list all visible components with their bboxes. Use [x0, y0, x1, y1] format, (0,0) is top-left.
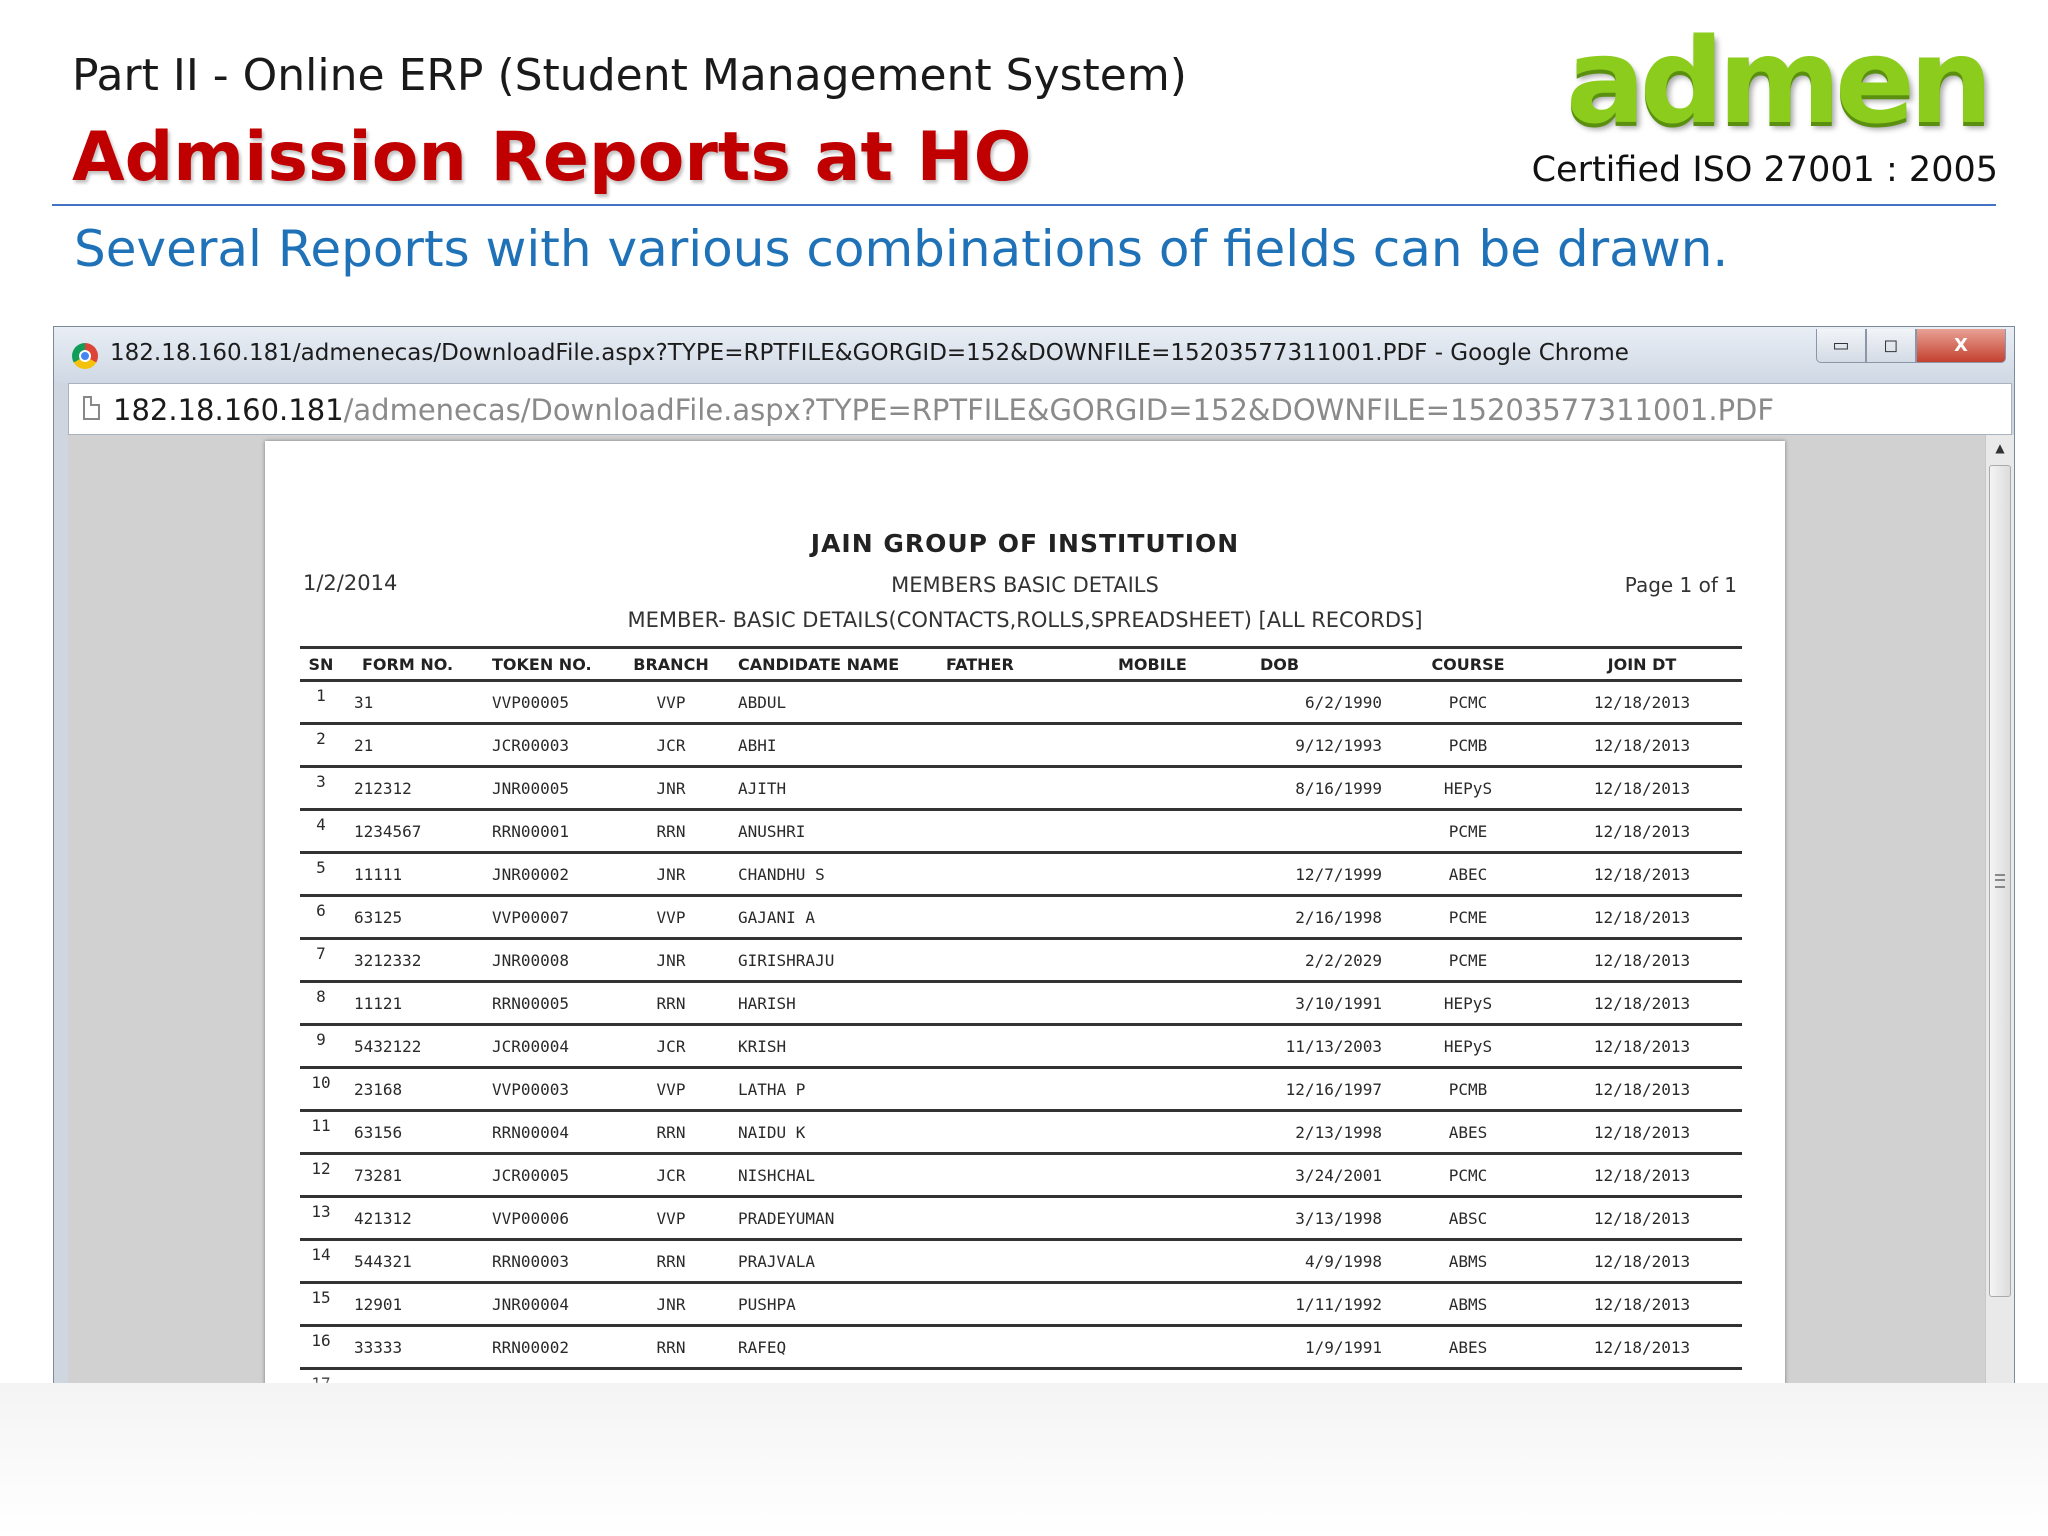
cell-father [932, 1154, 1104, 1197]
cell-dob [1260, 810, 1394, 853]
cell-father [932, 1240, 1104, 1283]
col-header-mobile: MOBILE [1118, 654, 1187, 674]
cell-dob: 2/2/2029 [1260, 939, 1394, 982]
cell-join-dt: 12/18/2013 [1542, 896, 1742, 939]
cell-token-no: RRN00003 [492, 1240, 614, 1283]
report-subtitle: MEMBERS BASIC DETAILS [891, 573, 1159, 597]
cell-course: PCME [1394, 810, 1542, 853]
cell-branch: VVP [614, 681, 728, 724]
cell-mobile [1104, 724, 1260, 767]
cell-form-no: 421312 [342, 1197, 492, 1240]
cell-branch: JNR [614, 853, 728, 896]
cell-course: HEPyS [1394, 767, 1542, 810]
cell-sn: 7 [300, 939, 342, 982]
cell-branch: RRN [614, 982, 728, 1025]
table-row [300, 1326, 1742, 1369]
cell-branch: RRN [614, 1326, 728, 1369]
table-row [300, 896, 1742, 939]
cell-join-dt: 12/18/2013 [1542, 767, 1742, 810]
cell-form-no: 1234567 [342, 810, 492, 853]
slide-title: Admission Reports at HO [72, 118, 1032, 197]
window-titlebar[interactable] [54, 327, 2014, 383]
col-header-sn: SN [308, 654, 334, 674]
cell-father [932, 1283, 1104, 1326]
cell-dob: 1/11/1992 [1260, 1283, 1394, 1326]
cell-form-no: 31 [342, 681, 492, 724]
page-icon [83, 396, 100, 420]
url-text[interactable] [113, 393, 1774, 427]
cell-dob: 9/12/1993 [1260, 724, 1394, 767]
cell-father [932, 939, 1104, 982]
cell-sn: 3 [300, 767, 342, 810]
cell-token-no: JNR00004 [492, 1283, 614, 1326]
cell-dob: 8/16/1999 [1260, 767, 1394, 810]
cell-token-no: JCR00005 [492, 1154, 614, 1197]
cell-father [932, 896, 1104, 939]
table-row [300, 982, 1742, 1025]
cell-father [932, 1326, 1104, 1369]
cell-dob: 12/16/1997 [1260, 1068, 1394, 1111]
cell-course: ABMS [1394, 1240, 1542, 1283]
cell-form-no: 33333 [342, 1326, 492, 1369]
cell-form-no: 212312 [342, 767, 492, 810]
table-row [300, 1283, 1742, 1326]
cell-token-no: RRN00002 [492, 1326, 614, 1369]
cell-sn: 1 [300, 681, 342, 724]
minimize-button[interactable]: ▭ [1816, 329, 1866, 363]
cell-candidate-name: PUSHPA [728, 1283, 932, 1326]
browser-window [53, 326, 2015, 1384]
cell-join-dt: 12/18/2013 [1542, 681, 1742, 724]
cell-candidate-name: PRAJVALA [728, 1240, 932, 1283]
address-bar[interactable] [68, 383, 2012, 435]
table-header-row [300, 648, 1742, 681]
cell-token-no: RRN00004 [492, 1111, 614, 1154]
cell-token-no: RRN00001 [492, 810, 614, 853]
cell-father [932, 724, 1104, 767]
cell-course: ABES [1394, 1326, 1542, 1369]
cell-token-no: VVP00006 [492, 1197, 614, 1240]
iso-certification: Certified ISO 27001 : 2005 [1531, 150, 1998, 190]
cell-mobile [1104, 1240, 1260, 1283]
table-row [300, 853, 1742, 896]
cell-sn: 2 [300, 724, 342, 767]
cell-mobile [1104, 853, 1260, 896]
cell-dob: 4/9/1998 [1260, 1240, 1394, 1283]
cell-join-dt: 12/18/2013 [1542, 724, 1742, 767]
cell-branch: JNR [614, 1283, 728, 1326]
cell-sn: 5 [300, 853, 342, 896]
cell-candidate-name: NAIDU K [728, 1111, 932, 1154]
cell-father [932, 810, 1104, 853]
cell-dob: 3/13/1998 [1260, 1197, 1394, 1240]
cell-candidate-name: RAFEQ [728, 1326, 932, 1369]
cell-branch: JNR [614, 767, 728, 810]
cell-token-no: RRN00005 [492, 982, 614, 1025]
scrollbar-thumb[interactable] [1989, 465, 2011, 1297]
cell-dob: 2/13/1998 [1260, 1111, 1394, 1154]
cell-form-no: 12901 [342, 1283, 492, 1326]
cell-form-no: 544321 [342, 1240, 492, 1283]
cell-course: ABSC [1394, 1197, 1542, 1240]
cell-join-dt: 12/18/2013 [1542, 1283, 1742, 1326]
vertical-scrollbar[interactable] [1985, 435, 2014, 1383]
url-path: /admenecas/DownloadFile.aspx?TYPE=RPTFILE&GORGID=152&DOWNFILE=15203577311001.PDF [343, 393, 1775, 427]
cell-course: PCMC [1394, 1154, 1542, 1197]
cell-candidate-name: AJITH [728, 767, 932, 810]
cell-token-no: JNR00002 [492, 853, 614, 896]
cell-form-no: 21 [342, 724, 492, 767]
admen-logo [1566, 12, 2006, 150]
cell-course: PCMC [1394, 681, 1542, 724]
cell-dob: 3/24/2001 [1260, 1154, 1394, 1197]
cell-form-no: 11121 [342, 982, 492, 1025]
cell-join-dt: 12/18/2013 [1542, 1154, 1742, 1197]
cell-candidate-name: GAJANI A [728, 896, 932, 939]
cell-token-no: VVP00007 [492, 896, 614, 939]
cell-branch: JCR [614, 724, 728, 767]
cell-branch: JNR [614, 939, 728, 982]
chrome-icon [72, 343, 98, 369]
table-row [300, 939, 1742, 982]
cell-candidate-name: HARISH [728, 982, 932, 1025]
cell-course: PCME [1394, 896, 1542, 939]
table-row [300, 1197, 1742, 1240]
cell-father [932, 1111, 1104, 1154]
cell-mobile [1104, 1283, 1260, 1326]
cell-candidate-name: NISHCHAL [728, 1154, 932, 1197]
cell-dob: 1/9/1991 [1260, 1326, 1394, 1369]
cell-branch: JCR [614, 1154, 728, 1197]
cell-course: HEPyS [1394, 1025, 1542, 1068]
cell-dob: 3/10/1991 [1260, 982, 1394, 1025]
cell-form-no: 63125 [342, 896, 492, 939]
report-date: 1/2/2014 [303, 571, 398, 595]
col-header-course: COURSE [1431, 654, 1505, 674]
col-header-branch: BRANCH [633, 654, 709, 674]
cell-mobile [1104, 1111, 1260, 1154]
report-institution: JAIN GROUP OF INSTITUTION [810, 529, 1240, 558]
report-page-number: Page 1 of 1 [1624, 573, 1737, 597]
cell-father [932, 1025, 1104, 1068]
window-controls [1816, 329, 2006, 363]
cell-branch: RRN [614, 1111, 728, 1154]
cell-form-no: 3212332 [342, 939, 492, 982]
cell-father [932, 681, 1104, 724]
col-header-form-no: FORM NO. [362, 654, 454, 674]
cell-join-dt: 12/18/2013 [1542, 1326, 1742, 1369]
maximize-button[interactable]: ◻ [1866, 329, 1916, 363]
cell-mobile [1104, 1068, 1260, 1111]
cell-join-dt: 12/18/2013 [1542, 810, 1742, 853]
table-row [300, 1068, 1742, 1111]
cell-sn: 10 [300, 1068, 342, 1111]
cell-branch: VVP [614, 1197, 728, 1240]
table-row [300, 724, 1742, 767]
table-row [300, 1240, 1742, 1283]
cell-sn: 12 [300, 1154, 342, 1197]
cell-candidate-name: ABHI [728, 724, 932, 767]
cell-sn: 4 [300, 810, 342, 853]
cell-mobile [1104, 939, 1260, 982]
window-title: 182.18.160.181/admenecas/DownloadFile.aspx?TYPE=RPTFILE&GORGID=152&DOWNFILE=15203577311001.PDF - Google Chrome [110, 340, 1629, 366]
cell-join-dt: 12/18/2013 [1542, 1240, 1742, 1283]
cell-sn: 9 [300, 1025, 342, 1068]
cell-father [932, 853, 1104, 896]
cell-father [932, 1197, 1104, 1240]
cell-branch: RRN [614, 1240, 728, 1283]
col-header-dob: DOB [1260, 654, 1300, 674]
table-row [300, 1025, 1742, 1068]
cell-mobile [1104, 1154, 1260, 1197]
cell-father [932, 1068, 1104, 1111]
report-subtitle-2: MEMBER- BASIC DETAILS(CONTACTS,ROLLS,SPREADSHEET) [ALL RECORDS] [627, 608, 1423, 632]
url-host: 182.18.160.181 [113, 393, 344, 427]
cell-candidate-name: PRADEYUMAN [728, 1197, 932, 1240]
cell-join-dt: 12/18/2013 [1542, 1025, 1742, 1068]
cell-branch: JCR [614, 1025, 728, 1068]
cell-form-no: 73281 [342, 1154, 492, 1197]
cell-form-no: 23168 [342, 1068, 492, 1111]
cell-mobile [1104, 1197, 1260, 1240]
cell-father [932, 767, 1104, 810]
close-button[interactable]: X [1916, 329, 2006, 363]
pdf-page [265, 441, 1785, 1391]
table-row [300, 1154, 1742, 1197]
cell-candidate-name: ANUSHRI [728, 810, 932, 853]
cell-sn: 14 [300, 1240, 342, 1283]
cell-course: PCMB [1394, 724, 1542, 767]
pdf-viewer [68, 435, 2014, 1383]
cell-mobile [1104, 810, 1260, 853]
cell-sn: 13 [300, 1197, 342, 1240]
cell-mobile [1104, 1326, 1260, 1369]
cell-course: PCMB [1394, 1068, 1542, 1111]
cell-branch: VVP [614, 896, 728, 939]
cell-dob: 6/2/1990 [1260, 681, 1394, 724]
slide-subtitle: Part II - Online ERP (Student Management System) [72, 50, 1187, 101]
cell-sn: 16 [300, 1326, 342, 1369]
cell-mobile [1104, 982, 1260, 1025]
cell-course: ABMS [1394, 1283, 1542, 1326]
cell-course: ABES [1394, 1111, 1542, 1154]
cell-candidate-name: KRISH [728, 1025, 932, 1068]
cell-mobile [1104, 896, 1260, 939]
cell-form-no: 63156 [342, 1111, 492, 1154]
cell-candidate-name: GIRISHRAJU [728, 939, 932, 982]
cell-join-dt: 12/18/2013 [1542, 939, 1742, 982]
cell-course: ABEC [1394, 853, 1542, 896]
col-header-candidate-name: CANDIDATE NAME [738, 654, 900, 674]
cell-candidate-name: LATHA P [728, 1068, 932, 1111]
cell-mobile [1104, 1025, 1260, 1068]
cell-mobile [1104, 767, 1260, 810]
table-row [300, 767, 1742, 810]
cell-form-no: 5432122 [342, 1025, 492, 1068]
cell-father [932, 982, 1104, 1025]
cell-join-dt: 12/18/2013 [1542, 853, 1742, 896]
cell-token-no: JNR00008 [492, 939, 614, 982]
cell-join-dt: 12/18/2013 [1542, 1197, 1742, 1240]
report-table-body [300, 681, 1742, 1455]
cell-token-no: JCR00004 [492, 1025, 614, 1068]
cell-join-dt: 12/18/2013 [1542, 1111, 1742, 1154]
cell-dob: 2/16/1998 [1260, 896, 1394, 939]
grip-icon [1995, 874, 2005, 888]
cell-token-no: JCR00003 [492, 724, 614, 767]
cell-branch: RRN [614, 810, 728, 853]
cell-mobile [1104, 681, 1260, 724]
cell-dob: 11/13/2003 [1260, 1025, 1394, 1068]
col-header-token-no: TOKEN NO. [492, 654, 592, 674]
cell-sn: 8 [300, 982, 342, 1025]
cell-join-dt: 12/18/2013 [1542, 982, 1742, 1025]
table-row [300, 810, 1742, 853]
cell-join-dt: 12/18/2013 [1542, 1068, 1742, 1111]
cell-course: HEPyS [1394, 982, 1542, 1025]
cell-form-no: 11111 [342, 853, 492, 896]
report-table [300, 646, 1742, 1456]
cell-candidate-name: CHANDHU S [728, 853, 932, 896]
cell-token-no: JNR00005 [492, 767, 614, 810]
cell-candidate-name: ABDUL [728, 681, 932, 724]
lead-text: Several Reports with various combinations of fields can be drawn. [74, 220, 1729, 278]
cell-branch: VVP [614, 1068, 728, 1111]
header-rule [52, 204, 1996, 206]
cell-sn: 6 [300, 896, 342, 939]
col-header-father: FATHER [946, 654, 1014, 674]
logo-text: admen [1566, 12, 1988, 150]
table-row [300, 681, 1742, 724]
col-header-join-dt: JOIN DT [1607, 654, 1677, 674]
cell-sn: 15 [300, 1283, 342, 1326]
cell-dob: 12/7/1999 [1260, 853, 1394, 896]
cell-token-no: VVP00003 [492, 1068, 614, 1111]
table-row [300, 1111, 1742, 1154]
cell-course: PCME [1394, 939, 1542, 982]
report-table-wrap [300, 646, 1742, 1456]
cell-token-no: VVP00005 [492, 681, 614, 724]
up-arrow-icon[interactable]: ▲ [1995, 441, 2005, 455]
cell-sn: 11 [300, 1111, 342, 1154]
bottom-fade [0, 1383, 2048, 1536]
